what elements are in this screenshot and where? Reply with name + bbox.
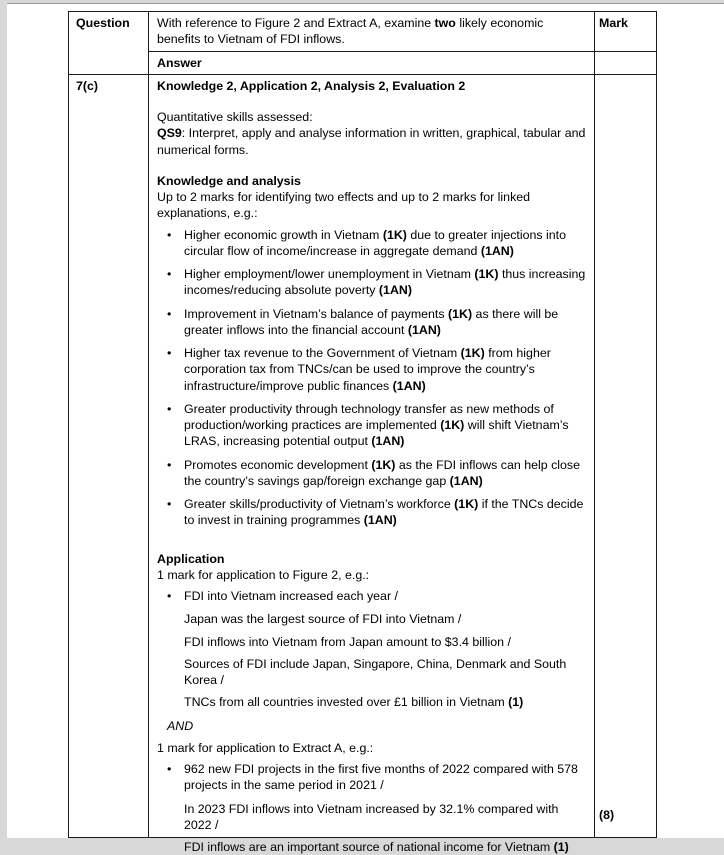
spacer: [157, 94, 586, 109]
bullet-text: Promotes economic development (1K) as the FDI inflows can help close the country’s savings gap/foreign exchange gap (1AN): [184, 457, 581, 488]
mark-scheme-page: [7, 3, 724, 854]
bullet-text: Improvement in Vietnam’s balance of payments (1K) as there will be greater inflows into the financial account (1AN): [184, 306, 559, 337]
answer-bullet: [157, 496, 586, 529]
answer-para: 1 mark for application to Extract A, e.g.:: [157, 740, 374, 755]
answer-label: Answer: [149, 51, 595, 74]
answer-row: [69, 74, 657, 837]
answer-bullet: [157, 227, 586, 260]
answer-heading: Knowledge 2, Application 2, Analysis 2, Evaluation 2: [157, 78, 466, 93]
bullet-marker: •: [167, 762, 172, 776]
spacer: [157, 158, 586, 173]
question-number: 7(c): [69, 74, 149, 837]
answer-heading: Application: [157, 551, 225, 566]
bullet-marker: •: [167, 267, 172, 281]
bullet-marker: •: [167, 497, 172, 511]
mark-empty-cell: [595, 51, 657, 74]
bullet-marker: •: [167, 346, 172, 360]
bullet-marker: •: [167, 457, 172, 472]
mark-scheme-table: [68, 11, 657, 854]
mark-value: (8): [595, 74, 657, 837]
answer-para: Up to 2 marks for identifying two effects and up to 2 marks for linked explanations, e.g.:: [157, 190, 531, 221]
answer-bullet: [157, 345, 586, 394]
bullet-marker: •: [167, 589, 172, 603]
answer-bullet: [157, 266, 586, 299]
bullet-marker: •: [167, 306, 172, 321]
answer-heading: Knowledge and analysis: [157, 173, 301, 188]
bullet-text: Greater skills/productivity of Vietnam’s workforce (1K) if the TNCs decide to invest in training programmes (1AN): [184, 497, 584, 528]
answer-italic: AND: [167, 718, 194, 733]
bullet-text: Higher tax revenue to the Government of Vietnam (1K) from higher corporation tax from TNCs/can be used to improve the country’s infrastructure/improve public finances (1AN): [184, 346, 551, 393]
bullet-text: Greater productivity through technology transfer as new methods of production/working practices are implemented (1K) will shift Vietnam’s LRAS, increasing potential output (1AN): [184, 401, 569, 449]
question-column-label: Question: [69, 12, 149, 75]
answer-bullet: [157, 306, 586, 339]
answer-cell: [149, 74, 595, 854]
bullet-text: Higher employment/lower unemployment in Vietnam (1K) thus increasing incomes/reducing absolute poverty (1AN): [184, 267, 586, 298]
bullet-marker: •: [167, 401, 172, 416]
answer-bullet: [157, 761, 586, 794]
bullet-text: 962 new FDI projects in the first five months of 2022 compared with 578 projects in the same period in 2021 /: [184, 762, 578, 793]
answer-bullet: [157, 457, 586, 490]
answer-blocks: [157, 78, 586, 854]
mark-column-label: Mark: [595, 12, 657, 52]
answer-para: 1 mark for application to Figure 2, e.g.:: [157, 567, 370, 582]
answer-bullet: [157, 588, 586, 604]
bullet-text: Higher economic growth in Vietnam (1K) due to greater injections into circular flow of income/increase in aggregate demand (1AN): [184, 227, 567, 258]
header-row: [69, 12, 657, 52]
answer-label-row: [69, 51, 657, 74]
answer-sub: In 2023 FDI inflows into Vietnam increased by 32.1% compared with 2022 /: [184, 801, 559, 832]
answer-para: QS9: Interpret, apply and analyse information in written, graphical, tabular and numerical forms.: [157, 126, 586, 157]
bullet-text: FDI into Vietnam increased each year /: [184, 589, 398, 603]
answer-sub: Japan was the largest source of FDI into Vietnam /: [184, 612, 462, 627]
answer-bullet: [157, 401, 586, 450]
answer-sub: Sources of FDI include Japan, Singapore, China, Denmark and South Korea /: [184, 656, 567, 687]
answer-sub: FDI inflows into Vietnam from Japan amount to $3.4 billion /: [184, 634, 511, 649]
bullet-marker: •: [167, 227, 172, 242]
question-text: With reference to Figure 2 and Extract A, examine two likely economic benefits to Vietnam of FDI inflows.: [149, 12, 595, 52]
answer-sub: TNCs from all countries invested over £1 billion in Vietnam (1): [184, 695, 524, 710]
answer-para: Quantitative skills assessed:: [157, 110, 313, 124]
spacer: [157, 536, 586, 551]
answer-sub: FDI inflows are an important source of national income for Vietnam (1): [184, 840, 569, 854]
